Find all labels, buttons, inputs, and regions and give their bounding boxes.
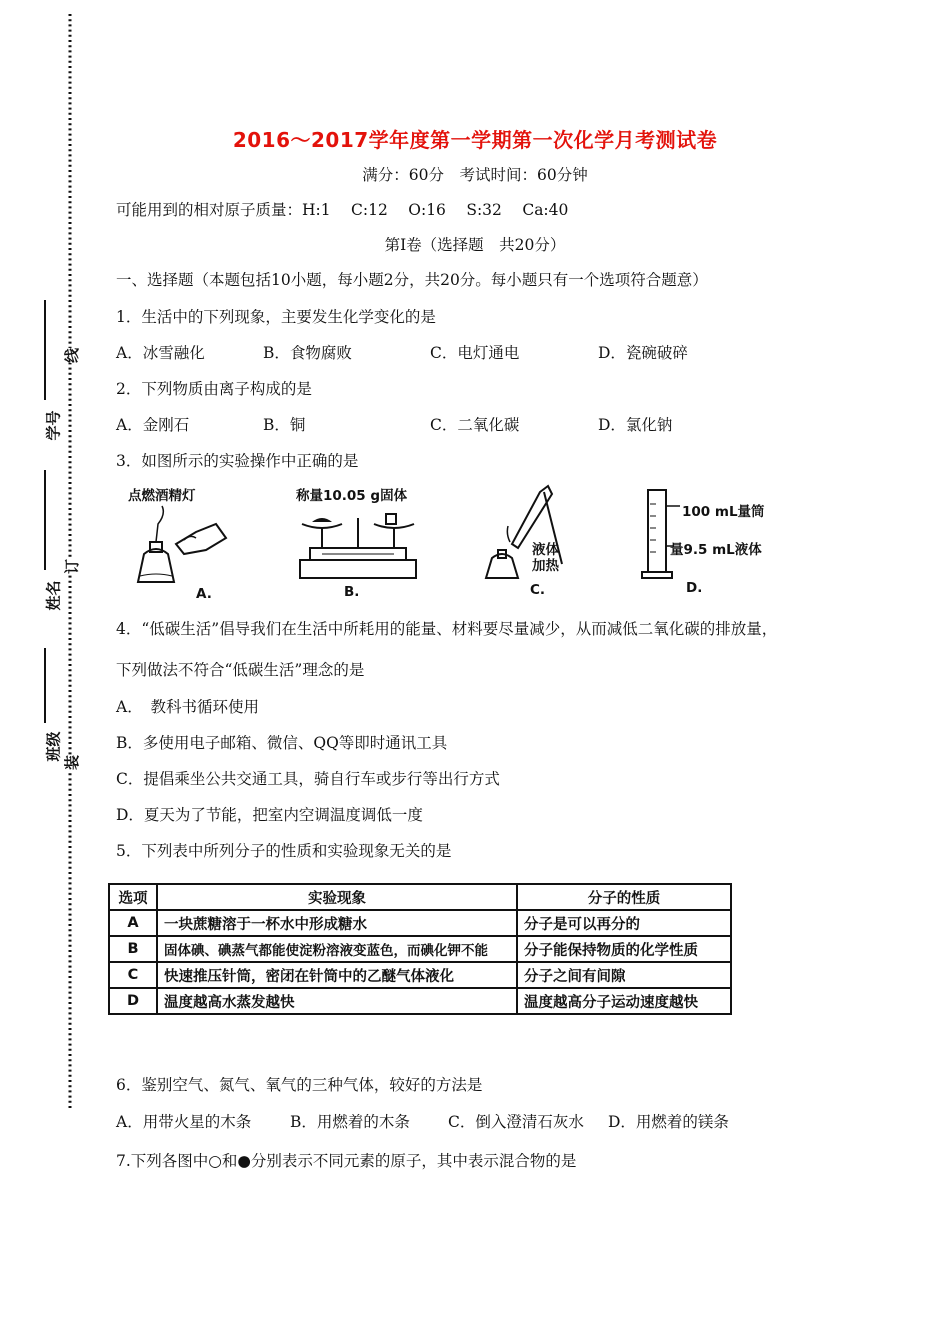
table-header-property: 分子的性质 (517, 884, 731, 910)
q3-figure-c[interactable] (478, 484, 588, 602)
student-no-field[interactable] (38, 300, 68, 460)
figure-b-letter: B. (344, 584, 360, 600)
q6-option-d[interactable]: D．用燃着的镁条 (608, 1113, 729, 1131)
table-cell-option: C (109, 962, 157, 988)
figure-c-caption: 液体 (532, 542, 559, 558)
name-label: 姓名 (44, 580, 63, 611)
figure-d-letter: D. (686, 580, 703, 596)
q4-stem-2: 下列做法不符合“低碳生活”理念的是 (116, 661, 365, 679)
q6-option-c[interactable]: C．倒入澄清石灰水 (448, 1113, 584, 1131)
table-cell-property: 分子是可以再分的 (517, 910, 731, 936)
table-cell-phenomenon: 一块蔗糖溶于一杯水中形成糖水 (157, 910, 517, 936)
table-cell-option: A (109, 910, 157, 936)
name-field[interactable] (38, 470, 68, 630)
table-header-row (109, 884, 731, 910)
table-row[interactable] (109, 910, 731, 936)
binding-line-mark: 线 (63, 347, 82, 364)
alcohol-lamp-icon (126, 504, 251, 586)
q7-stem: 7.下列各图中○和●分别表示不同元素的原子，其中表示混合物的是 (116, 1152, 577, 1170)
table-row[interactable] (109, 962, 731, 988)
q4-stem: 4．“低碳生活”倡导我们在生活中所耗用的能量、材料要尽量减少，从而减低二氧化碳的排放量， (116, 620, 778, 638)
table-cell-option: D (109, 988, 157, 1014)
figure-c-letter: C. (530, 582, 546, 598)
figure-a-letter: A. (196, 586, 212, 602)
q5-stem: 5．下列表中所列分子的性质和实验现象无关的是 (116, 842, 452, 860)
table-cell-phenomenon: 固体碘、碘蒸气都能使淀粉溶液变蓝色，而碘化钾不能 (157, 936, 517, 962)
binding-bind-mark: 订 (63, 558, 82, 575)
table-cell-property: 分子之间有间隙 (517, 962, 731, 988)
q3-figure-a[interactable] (126, 484, 251, 602)
q4-option-b[interactable]: B．多使用电子邮箱、微信、QQ等即时通讯工具 (116, 734, 448, 752)
q2-option-c[interactable]: C．二氧化碳 (430, 416, 520, 434)
balance-icon (292, 504, 427, 582)
q1-option-c[interactable]: C．电灯通电 (430, 344, 520, 362)
table-header-phenomenon: 实验现象 (157, 884, 517, 910)
table-header-option: 选项 (109, 884, 157, 910)
exam-title: 2016～2017学年度第一学期第一次化学月考测试卷 (232, 128, 718, 152)
table-cell-phenomenon: 温度越高水蒸发越快 (157, 988, 517, 1014)
q2-stem: 2．下列物质由离子构成的是 (116, 380, 312, 398)
q1-option-a[interactable]: A．冰雪融化 (116, 344, 205, 362)
score-time: 满分：60分 考试时间：60分钟 (362, 166, 588, 184)
figure-d-caption: 100 mL量筒 (682, 504, 765, 520)
q4-option-a[interactable]: A． 教科书循环使用 (116, 698, 259, 716)
table-row[interactable] (109, 988, 731, 1014)
section-instruction: 一、选择题（本题包括10小题，每小题2分，共20分。每小题只有一个选项符合题意） (116, 271, 708, 289)
figure-b-caption: 称量10.05 g固体 (296, 488, 408, 504)
student-no-label: 学号 (44, 410, 63, 441)
q2-option-b[interactable]: B．铜 (263, 416, 306, 434)
atomic-mass: 可能用到的相对原子质量：H:1 C:12 O:16 S:32 Ca:40 (116, 201, 569, 219)
table-cell-property: 温度越高分子运动速度越快 (517, 988, 731, 1014)
class-field[interactable] (38, 648, 68, 773)
q2-option-d[interactable]: D．氯化钠 (598, 416, 673, 434)
graduated-cylinder-icon (640, 484, 680, 580)
q1-stem: 1．生活中的下列现象，主要发生化学变化的是 (116, 308, 436, 326)
binding-seal-mark: 装 (63, 754, 82, 771)
table-row[interactable] (109, 936, 731, 962)
q6-stem: 6．鉴别空气、氮气、氧气的三种气体，较好的方法是 (116, 1076, 483, 1094)
q3-figure-d[interactable] (640, 484, 780, 602)
q6-option-a[interactable]: A．用带火星的木条 (116, 1113, 252, 1131)
table-cell-property: 分子能保持物质的化学性质 (517, 936, 731, 962)
q1-option-d[interactable]: D．瓷碗破碎 (598, 344, 688, 362)
table-cell-phenomenon: 快速推压针筒，密闭在针筒中的乙醚气体液化 (157, 962, 517, 988)
q1-option-b[interactable]: B．食物腐败 (263, 344, 352, 362)
q5-table (108, 883, 732, 1015)
q2-option-a[interactable]: A．金刚石 (116, 416, 190, 434)
class-label: 班级 (44, 731, 63, 762)
q6-option-b[interactable]: B．用燃着的木条 (290, 1113, 410, 1131)
q4-option-d[interactable]: D．夏天为了节能，把室内空调温度调低一度 (116, 806, 423, 824)
section-heading: 第Ⅰ卷（选择题 共20分） (384, 236, 566, 254)
q4-option-c[interactable]: C．提倡乘坐公共交通工具，骑自行车或步行等出行方式 (116, 770, 500, 788)
table-cell-option: B (109, 936, 157, 962)
q3-stem: 3．如图所示的实验操作中正确的是 (116, 452, 359, 470)
figure-c-caption2: 加热 (532, 558, 559, 574)
figure-d-caption2: 量9.5 mL液体 (670, 542, 762, 558)
figure-a-caption: 点燃酒精灯 (128, 488, 196, 504)
q3-figure-b[interactable] (292, 484, 427, 602)
